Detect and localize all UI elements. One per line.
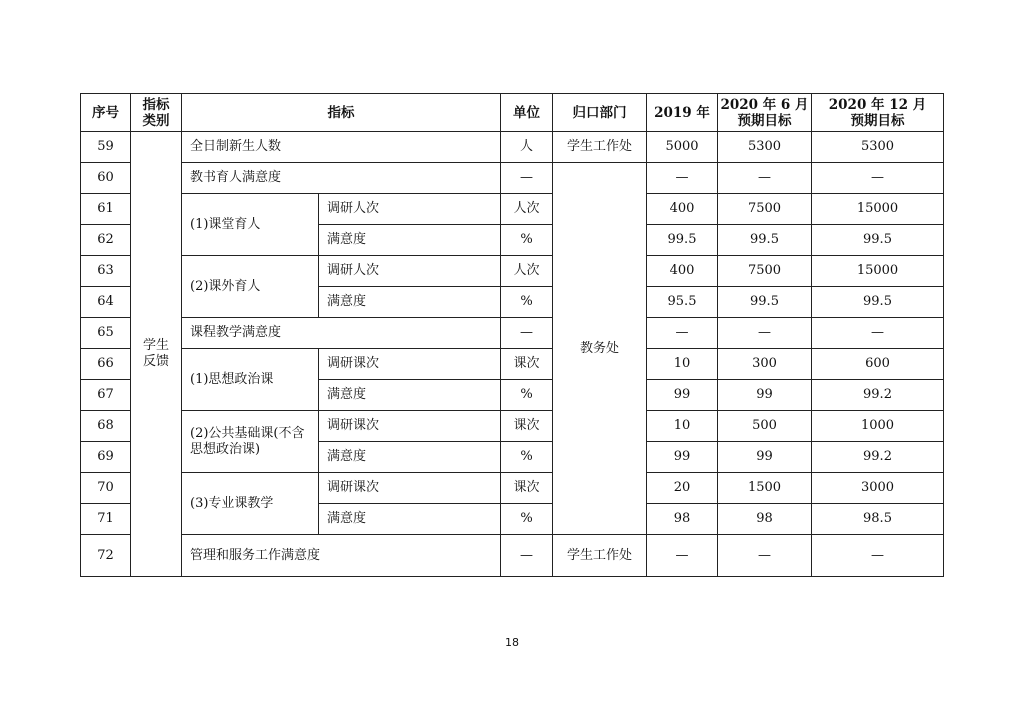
header-indicator: 指标 xyxy=(182,94,501,132)
table-row xyxy=(81,318,944,349)
department-cell: 教务处 xyxy=(553,163,647,535)
indicator-table xyxy=(80,93,944,577)
unit-cell: — xyxy=(501,535,553,577)
value-target-dec: — xyxy=(812,163,944,194)
unit-cell: — xyxy=(501,163,553,194)
unit-cell: 课次 xyxy=(501,473,553,504)
unit-cell: % xyxy=(501,504,553,535)
unit-cell: 课次 xyxy=(501,349,553,380)
row-number: 61 xyxy=(81,194,131,225)
value-target-jun: 5300 xyxy=(718,132,812,163)
value-target-jun: 98 xyxy=(718,504,812,535)
indicator-sub: 调研课次 xyxy=(319,473,501,504)
value-2019: — xyxy=(647,318,718,349)
value-2019: 20 xyxy=(647,473,718,504)
header-category: 指标 类别 xyxy=(131,94,182,132)
value-target-jun: 7500 xyxy=(718,256,812,287)
unit-cell: 人 xyxy=(501,132,553,163)
value-target-dec: 3000 xyxy=(812,473,944,504)
value-2019: 400 xyxy=(647,194,718,225)
value-target-dec: — xyxy=(812,318,944,349)
header-seq: 序号 xyxy=(81,94,131,132)
value-2019: 99 xyxy=(647,380,718,411)
table-row xyxy=(81,473,944,504)
value-target-jun: 7500 xyxy=(718,194,812,225)
value-2019: — xyxy=(647,535,718,577)
unit-cell: % xyxy=(501,225,553,256)
unit-cell: % xyxy=(501,287,553,318)
department-cell: 学生工作处 xyxy=(553,132,647,163)
table-row xyxy=(81,132,944,163)
value-2019: 95.5 xyxy=(647,287,718,318)
indicator-name: 管理和服务工作满意度 xyxy=(182,535,501,577)
header-target-dec: 2020 年 12 月 预期目标 xyxy=(812,94,944,132)
unit-cell: % xyxy=(501,442,553,473)
table-row xyxy=(81,349,944,380)
table-row xyxy=(81,194,944,225)
row-number: 65 xyxy=(81,318,131,349)
row-number: 62 xyxy=(81,225,131,256)
category-cell: 学生 反馈 xyxy=(131,132,182,577)
table-row xyxy=(81,535,944,577)
value-2019: — xyxy=(647,163,718,194)
indicator-sub: 调研课次 xyxy=(319,411,501,442)
table-row xyxy=(81,411,944,442)
indicator-group: (2)课外育人 xyxy=(182,256,319,318)
row-number: 67 xyxy=(81,380,131,411)
page-number: 18 xyxy=(505,636,519,649)
indicator-sub: 满意度 xyxy=(319,287,501,318)
indicator-name: 全日制新生人数 xyxy=(182,132,501,163)
indicator-sub: 调研人次 xyxy=(319,194,501,225)
row-number: 71 xyxy=(81,504,131,535)
indicator-name: 教书育人满意度 xyxy=(182,163,501,194)
indicator-sub: 满意度 xyxy=(319,442,501,473)
value-2019: 99.5 xyxy=(647,225,718,256)
row-number: 59 xyxy=(81,132,131,163)
row-number: 72 xyxy=(81,535,131,577)
row-number: 60 xyxy=(81,163,131,194)
value-target-jun: 500 xyxy=(718,411,812,442)
indicator-group: (1)思想政治课 xyxy=(182,349,319,411)
indicator-group: (2)公共基础课(不含思想政治课) xyxy=(182,411,319,473)
value-target-jun: — xyxy=(718,535,812,577)
value-target-dec: — xyxy=(812,535,944,577)
value-2019: 98 xyxy=(647,504,718,535)
value-2019: 10 xyxy=(647,411,718,442)
row-number: 68 xyxy=(81,411,131,442)
value-target-dec: 1000 xyxy=(812,411,944,442)
indicator-sub: 调研人次 xyxy=(319,256,501,287)
unit-cell: 人次 xyxy=(501,194,553,225)
header-2019: 2019 年 xyxy=(647,94,718,132)
header-department: 归口部门 xyxy=(553,94,647,132)
value-target-dec: 99.5 xyxy=(812,225,944,256)
value-target-jun: 300 xyxy=(718,349,812,380)
header-unit: 单位 xyxy=(501,94,553,132)
value-2019: 400 xyxy=(647,256,718,287)
row-number: 66 xyxy=(81,349,131,380)
value-target-jun: 99.5 xyxy=(718,225,812,256)
value-target-dec: 600 xyxy=(812,349,944,380)
value-target-dec: 98.5 xyxy=(812,504,944,535)
value-2019: 10 xyxy=(647,349,718,380)
row-number: 63 xyxy=(81,256,131,287)
indicator-group: (1)课堂育人 xyxy=(182,194,319,256)
value-target-dec: 99.2 xyxy=(812,442,944,473)
value-target-jun: 99 xyxy=(718,380,812,411)
value-target-dec: 99.2 xyxy=(812,380,944,411)
unit-cell: — xyxy=(501,318,553,349)
value-target-dec: 99.5 xyxy=(812,287,944,318)
value-target-dec: 15000 xyxy=(812,194,944,225)
unit-cell: 人次 xyxy=(501,256,553,287)
header-row xyxy=(81,94,944,132)
table-row xyxy=(81,163,944,194)
value-target-dec: 5300 xyxy=(812,132,944,163)
value-target-jun: 1500 xyxy=(718,473,812,504)
indicator-sub: 满意度 xyxy=(319,225,501,256)
table-row xyxy=(81,256,944,287)
header-target-jun: 2020 年 6 月 预期目标 xyxy=(718,94,812,132)
value-target-jun: 99 xyxy=(718,442,812,473)
value-target-jun: — xyxy=(718,163,812,194)
row-number: 69 xyxy=(81,442,131,473)
unit-cell: % xyxy=(501,380,553,411)
value-2019: 99 xyxy=(647,442,718,473)
unit-cell: 课次 xyxy=(501,411,553,442)
row-number: 64 xyxy=(81,287,131,318)
value-target-dec: 15000 xyxy=(812,256,944,287)
row-number: 70 xyxy=(81,473,131,504)
indicator-sub: 满意度 xyxy=(319,504,501,535)
value-target-jun: — xyxy=(718,318,812,349)
indicator-name: 课程教学满意度 xyxy=(182,318,501,349)
indicator-group: (3)专业课教学 xyxy=(182,473,319,535)
department-cell: 学生工作处 xyxy=(553,535,647,577)
value-2019: 5000 xyxy=(647,132,718,163)
indicator-sub: 满意度 xyxy=(319,380,501,411)
value-target-jun: 99.5 xyxy=(718,287,812,318)
indicator-sub: 调研课次 xyxy=(319,349,501,380)
